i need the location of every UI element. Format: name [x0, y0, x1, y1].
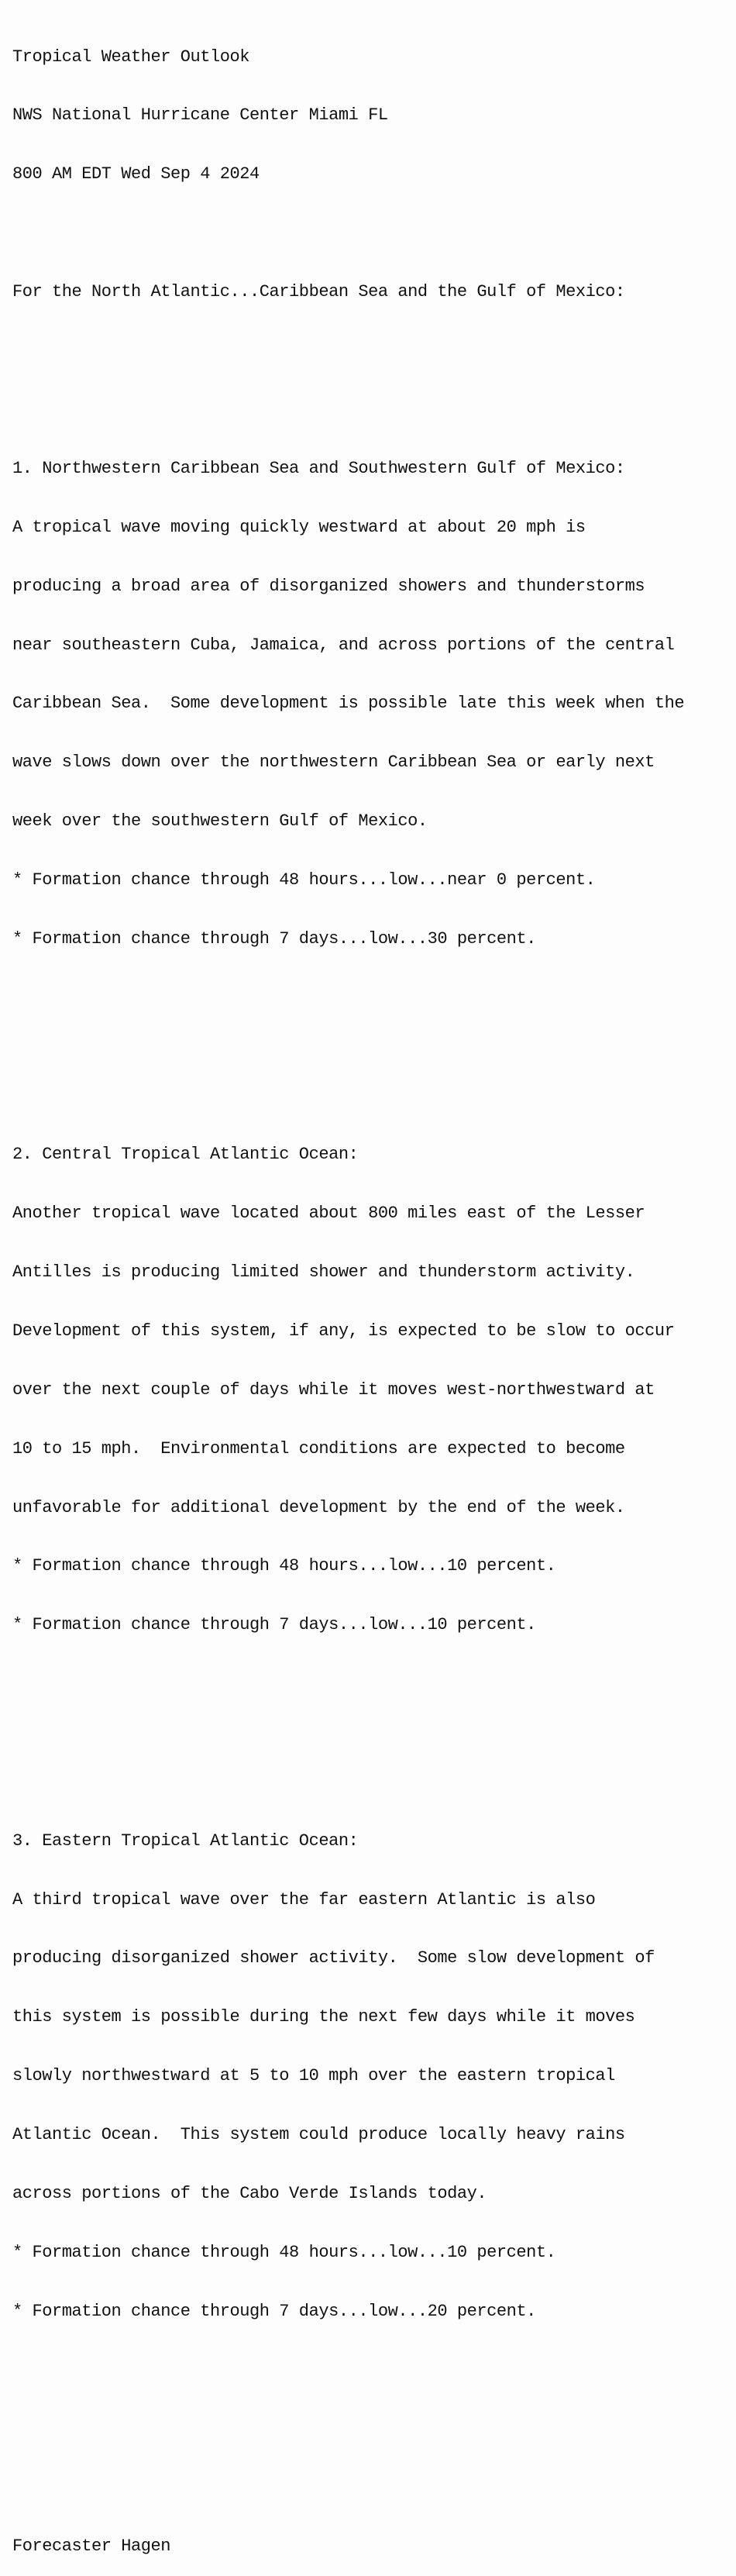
system-text-line: producing a broad area of disorganized showers and thunderstorms [12, 576, 645, 596]
system-text-line: across portions of the Cabo Verde Islands today. [12, 2183, 487, 2203]
formation-chance-48h: * Formation chance through 48 hours...low...near 0 percent. [12, 870, 596, 890]
spacer [12, 223, 733, 243]
system-text-line: Antilles is producing limited shower and thunderstorm activity. [12, 1262, 635, 1282]
formation-chance-48h: * Formation chance through 48 hours...low...10 percent. [12, 1556, 556, 1576]
system-heading: 1. Northwestern Caribbean Sea and Southwestern Gulf of Mexico: [12, 458, 625, 478]
system-text-line: Another tropical wave located about 800 miles east of the Lesser [12, 1204, 645, 1224]
spacer [12, 2458, 733, 2478]
issue-time: 800 AM EDT Wed Sep 4 2024 [12, 164, 260, 184]
basin-intro: For the North Atlantic...Caribbean Sea and the Gulf of Mexico: [12, 282, 625, 302]
system-text-line: Atlantic Ocean. This system could produce locally heavy rains [12, 2125, 625, 2145]
system-text-line: over the next couple of days while it moves west-northwestward at [12, 1379, 655, 1400]
system-text-line: slowly northwestward at 5 to 10 mph over the eastern tropical [12, 2066, 615, 2086]
system-text-line: producing disorganized shower activity. Some slow development of [12, 1948, 655, 1968]
system-text-line: week over the southwestern Gulf of Mexico. [12, 811, 428, 832]
formation-chance-48h: * Formation chance through 48 hours...low...10 percent. [12, 2242, 556, 2262]
document-title: Tropical Weather Outlook [12, 46, 250, 67]
system-text-line: near southeastern Cuba, Jamaica, and across portions of the central [12, 635, 675, 655]
spacer [12, 2399, 733, 2419]
formation-chance-7d: * Formation chance through 7 days...low...30 percent. [12, 928, 536, 949]
system-text-line: A tropical wave moving quickly westward at about 20 mph is [12, 517, 586, 537]
outlook-document [12, 8, 733, 2576]
system-text-line: wave slows down over the northwestern Caribbean Sea or early next [12, 752, 655, 773]
forecaster-signature: Forecaster Hagen [12, 2536, 171, 2557]
formation-chance-7d: * Formation chance through 7 days...low...20 percent. [12, 2301, 536, 2321]
system-heading: 3. Eastern Tropical Atlantic Ocean: [12, 1830, 359, 1851]
system-text-line: Development of this system, if any, is expected to be slow to occur [12, 1321, 675, 1341]
system-text-line: Caribbean Sea. Some development is possible late this week when the [12, 694, 685, 714]
system-heading: 2. Central Tropical Atlantic Ocean: [12, 1145, 359, 1165]
system-text-line: 10 to 15 mph. Environmental conditions are expected to become [12, 1438, 625, 1458]
system-2 [12, 1106, 733, 1675]
spacer [12, 1713, 733, 1733]
system-text-line: unfavorable for additional development by the end of the week. [12, 1497, 625, 1517]
system-3 [12, 1792, 733, 2361]
system-text-line: this system is possible during the next few days while it moves [12, 2007, 635, 2027]
spacer [12, 1027, 733, 1046]
system-text-line: A third tropical wave over the far eastern Atlantic is also [12, 1889, 596, 1910]
issuing-office: NWS National Hurricane Center Miami FL [12, 105, 388, 126]
formation-chance-7d: * Formation chance through 7 days...low...10 percent. [12, 1615, 536, 1635]
system-1 [12, 419, 733, 988]
spacer [12, 341, 733, 360]
